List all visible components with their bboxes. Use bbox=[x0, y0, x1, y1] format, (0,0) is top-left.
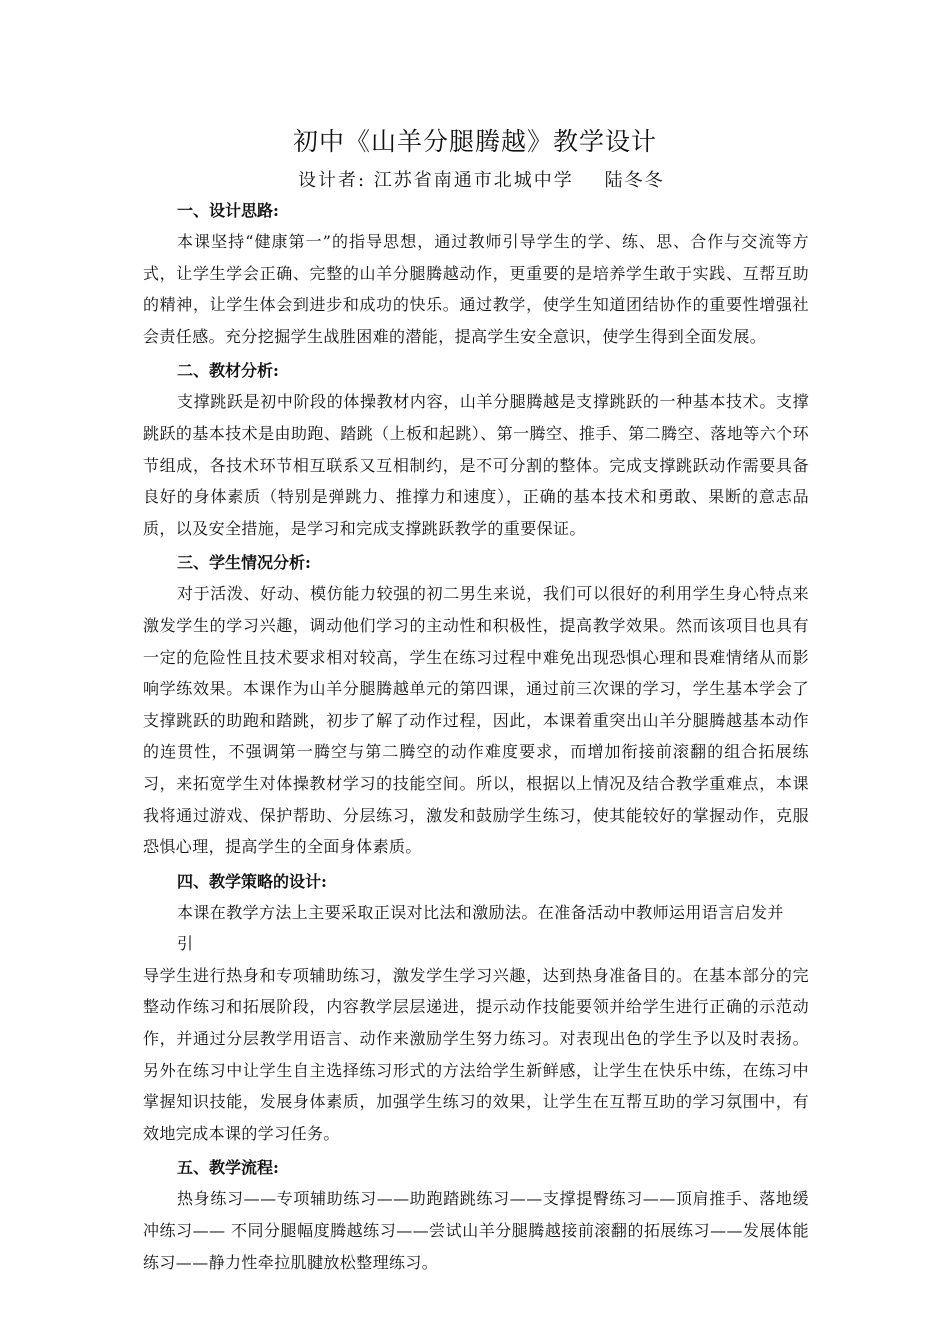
section-design-idea bbox=[143, 196, 809, 352]
author-line: 设计者: 江苏省南通市北城中学 陆冬冬 bbox=[298, 170, 665, 191]
section-heading: 二、教材分析: bbox=[177, 361, 279, 381]
section-paragraph: 本课坚持“健康第一”的指导思想，通过教师引导学生的学、练、思、合作与交流等方式，让学生学会正确、完整的山羊分腿腾越动作，更重要的是培养学生敢于实践、互帮互助的精神，让学生体会到进步和成功的快乐。通过教学，使学生知道团结协作的重要性增强社会责任感。充分挖掘学生战胜困难的潜能，提高学生安全意识，使学生得到全面发展。 bbox=[143, 232, 809, 346]
section-teaching-strategy bbox=[143, 867, 809, 1150]
document-title: 初中《山羊分腿腾越》教学设计 bbox=[292, 127, 657, 156]
section-paragraph-line1: 本课在教学方法上主要采取正误对比法和激励法。在准备活动中教师运用语言启发并 bbox=[177, 902, 784, 922]
section-heading: 三、学生情况分析: bbox=[177, 553, 311, 573]
section-paragraph: 热身练习——专项辅助练习——助跑踏跳练习——支撑提臀练习——顶肩推手、落地缓冲练习—— 不同分腿幅度腾越练习——尝试山羊分腿腾越接前滚翻的拓展练习——发展体能练习——静力性牵拉肌腱放松整理练习。 bbox=[143, 1189, 809, 1272]
section-material-analysis bbox=[143, 356, 809, 544]
section-student-analysis bbox=[143, 548, 809, 862]
document-body bbox=[143, 196, 809, 1278]
section-paragraph: 支撑跳跃是初中阶段的体操教材内容，山羊分腿腾越是支撑跳跃的一种基本技术。支撑跳跃的基本技术是由助跑、踏跳（上板和起跳）、第一腾空、推手、第二腾空、落地等六个环节组成，各技术环节相互联系又互相制约，是不可分割的整体。完成支撑跳跃动作需要具备良好的身体素质（特别是弹跳力、推撑力和速度），正确的基本技术和勇敢、果断的意志品质，以及安全措施，是学习和完成支撑跳跃教学的重要保证。 bbox=[143, 392, 809, 538]
section-paragraph-rest: 导学生进行热身和专项辅助练习，激发学生学习兴趣，达到热身准备目的。在基本部分的完整动作练习和拓展阶段，内容教学层层递进，提示动作技能要领并给学生进行正确的示范动作，并通过分层教学用语言、动作来激励学生努力练习。对表现出色的学生予以及时表扬。另外在练习中让学生自主选择练习形式的方法给学生新鲜感，让学生在快乐中练，在练习中掌握知识技能，发展身体素质，加强学生练习的效果，让学生在互帮互助的学习氛围中，有效地完成本课的学习任务。 bbox=[143, 965, 809, 1143]
section-heading: 一、设计思路: bbox=[177, 201, 279, 220]
section-teaching-flow bbox=[143, 1153, 809, 1278]
section-paragraph: 对于活泼、好动、模仿能力较强的初二男生来说，我们可以很好的利用学生身心特点来激发学生的学习兴趣，调动他们学习的主动性和积极性，提高教学效果。然而该项目也具有一定的危险性且技术要求相对较高，学生在练习过程中难免出现恐惧心理和畏难情绪从而影响学练效果。本课作为山羊分腿腾越单元的第四课，通过前三次课的学习，学生基本学会了支撑跳跃的助跑和踏跳，初步了解了动作过程，因此，本课着重突出山羊分腿腾越基本动作的连贯性，不强调第一腾空与第二腾空的动作难度要求，而增加衔接前滚翻的组合拓展练习，来拓宽学生对体操教材学习的技能空间。所以，根据以上情况及结合教学重难点，本课我将通过游戏、保护帮助、分层练习，激发和鼓励学生练习，使其能较好的掌握动作，克服恐惧心理，提高学生的全面身体素质。 bbox=[143, 584, 809, 857]
section-heading: 五、教学流程: bbox=[177, 1158, 279, 1178]
section-paragraph-tail: 引 bbox=[177, 934, 194, 954]
section-heading: 四、教学策略的设计: bbox=[177, 871, 327, 891]
